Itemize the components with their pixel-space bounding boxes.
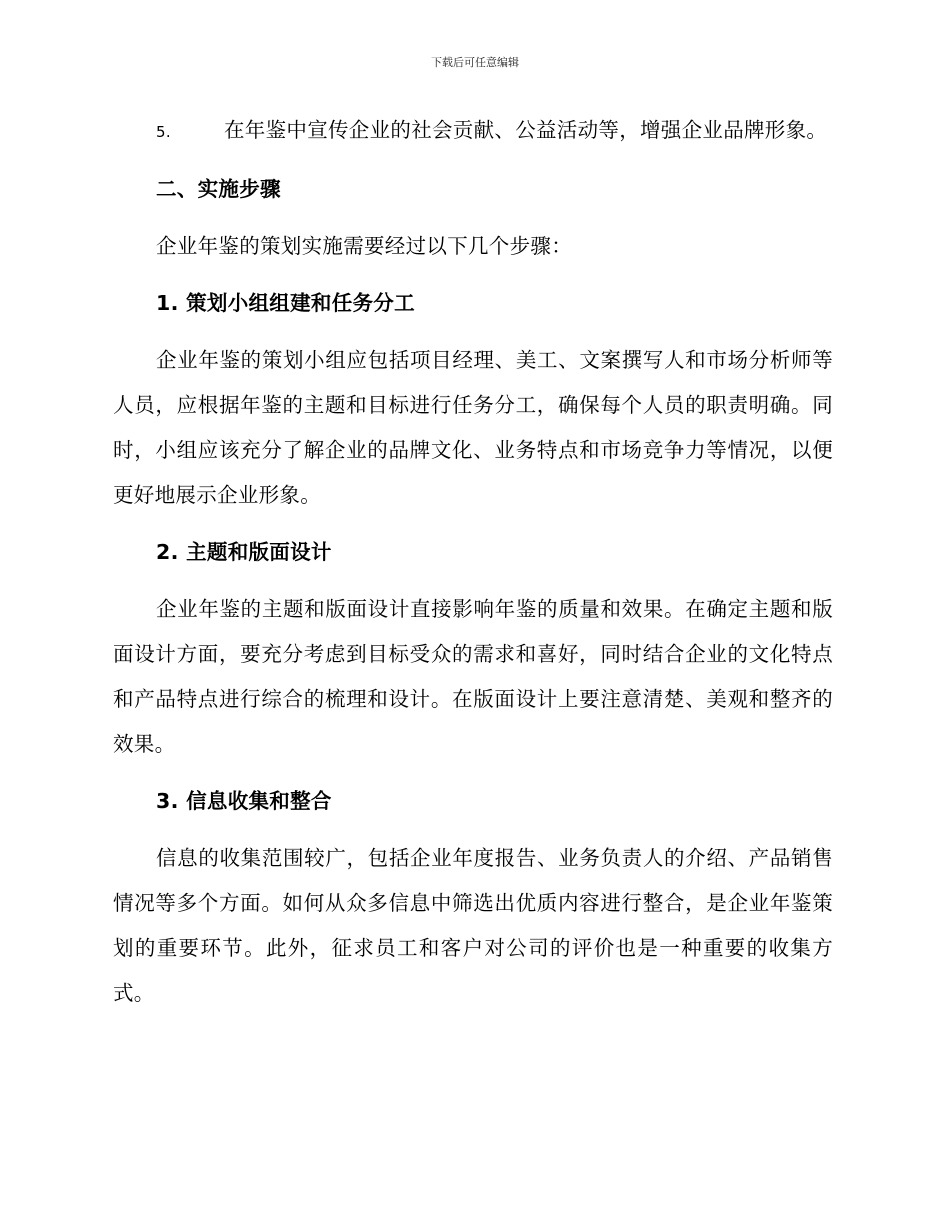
- step-body-2: 企业年鉴的主题和版面设计直接影响年鉴的质量和效果。在确定主题和版面设计方面，要充分考虑到目标受众的需求和喜好，同时结合企业的文化特点和产品特点进行综合的梳理和设计。在版面设计上要注意清楚、美观和整齐的效果。: [113, 597, 833, 756]
- header-note: 下载后可任意编辑: [431, 56, 519, 69]
- section-title: 二、实施步骤: [156, 177, 281, 201]
- step-body-3: 信息的收集范围较广，包括企业年度报告、业务负责人的介绍、产品销售情况等多个方面。如何从众多信息中筛选出优质内容进行整合，是企业年鉴策划的重要环节。此外，征求员工和客户对公司的评价也是一种重要的收集方式。: [113, 846, 833, 1005]
- list-item-text: 在年鉴中宣传企业的社会贡献、公益活动等，增强企业品牌形象。: [224, 118, 828, 142]
- step-heading-1: 1. 策划小组组建和任务分工: [156, 291, 415, 315]
- list-item-5: [113, 108, 833, 155]
- step-heading-3: 3. 信息收集和整合: [156, 789, 332, 813]
- list-item-number: 5.: [156, 123, 171, 141]
- document-body: [113, 108, 833, 1028]
- step-body-1: 企业年鉴的策划小组应包括项目经理、美工、文案撰写人和市场分析师等人员，应根据年鉴的主题和目标进行任务分工，确保每个人员的职责明确。同时，小组应该充分了解企业的品牌文化、业务特点和市场竞争力等情况，以便更好地展示企业形象。: [113, 348, 833, 507]
- intro-paragraph: 企业年鉴的策划实施需要经过以下几个步骤：: [156, 234, 572, 258]
- step-heading-2: 2. 主题和版面设计: [156, 540, 332, 564]
